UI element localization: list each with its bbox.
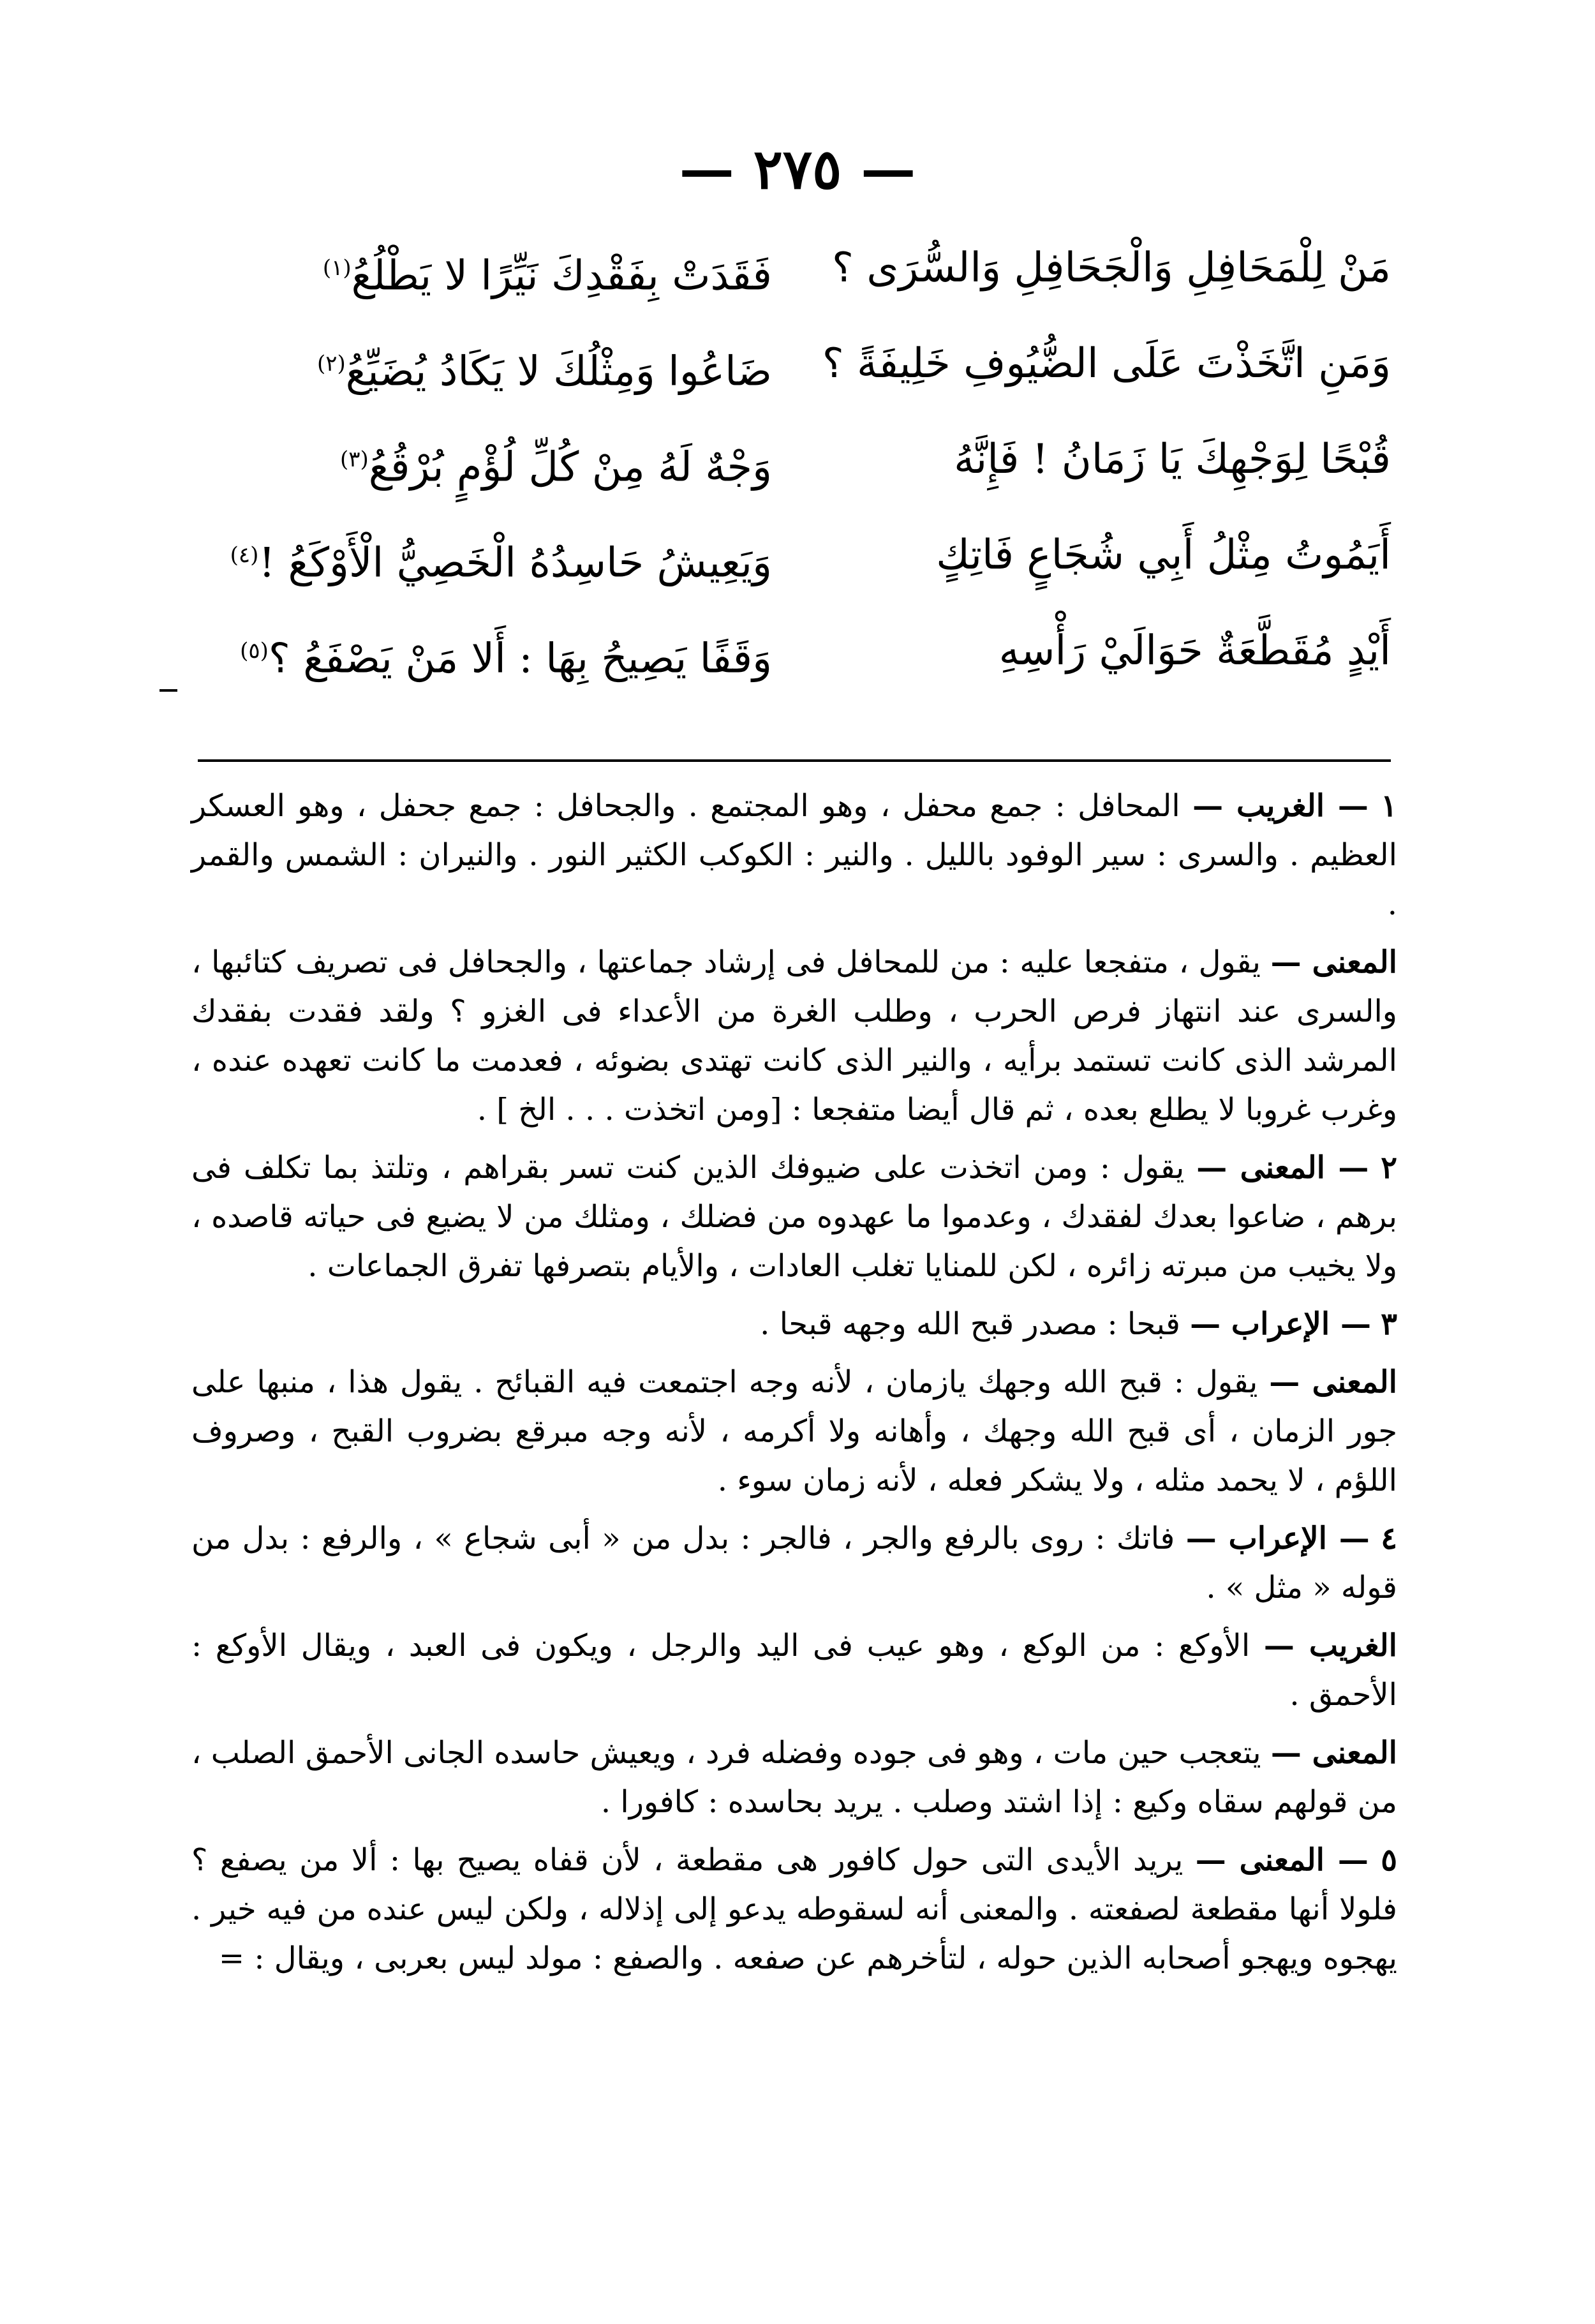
footnote-marker: (٥) <box>240 638 269 664</box>
verse-second-hemistich <box>198 412 772 515</box>
verse-line <box>198 507 1391 603</box>
note-text: فاتك : روى بالرفع والجر ، فالجر : بدل من « أبى شجاع » ، والرفع : بدل من قوله « مثل » . <box>191 1521 1397 1605</box>
verse-second-hemistich <box>198 220 772 324</box>
page-number: — ٢٧٥ — <box>679 137 916 202</box>
verse-line <box>198 220 1391 316</box>
verse-first-hemistich: أَيَمُوتُ مِثْلُ أَبِي شُجَاعٍ فَاتِكٍ <box>936 532 1391 579</box>
note-paragraph <box>191 1621 1397 1720</box>
note-paragraph <box>191 1143 1397 1291</box>
verse-line <box>198 316 1391 412</box>
verse-first-hemistich: أَيْدٍ مُقَطَّعَةٌ حَوَالَيْ رَأْسِهِ <box>998 627 1391 674</box>
verse-line <box>198 603 1391 699</box>
footnote-marker: (١) <box>322 255 352 281</box>
poem <box>198 220 1391 699</box>
note-heading: المعنى — <box>1270 1735 1397 1771</box>
verse-second-hemistich-text: وَجْهٌ لَهُ مِنْ كُلِّ لُؤْمٍ بُرْقُعُ <box>368 443 772 491</box>
note-text: المحافل : جمع محفل ، وهو المجتمع . والجحافل : جمع جحفل ، وهو العسكر العظيم . والسرى : سير الوفود بالليل . والنير : الكوكب الكثير النور . والنيران : الشمس والقمر . <box>191 788 1397 922</box>
verse-second-hemistich-text: فَقَدَتْ بِفَقْدِكَ نَيِّرًا لا يَطْلُعُ <box>351 252 772 300</box>
note-paragraph <box>191 1358 1397 1505</box>
verse-second-hemistich <box>198 507 772 611</box>
note-number: ٤ <box>1381 1521 1397 1556</box>
verse-second-hemistich <box>198 603 772 706</box>
verse-second-hemistich <box>198 316 772 419</box>
note-number: ٢ <box>1381 1150 1398 1186</box>
note-heading: — الإعراب — <box>1190 1306 1371 1342</box>
note-heading: المعنى — <box>1270 944 1398 980</box>
footnote-marker: (٢) <box>316 351 346 376</box>
note-paragraph <box>191 1836 1397 1983</box>
note-paragraph <box>191 1514 1397 1613</box>
note-text: يتعجب حين مات ، وهو فى جوده وفضله فرد ، ويعيش حاسده الجانى الأحمق الصلب ، من قولهم سقاه وكيع : إذا اشتد وصلب . يريد بحاسده : كافورا . <box>191 1735 1397 1820</box>
note-paragraph <box>191 1300 1397 1349</box>
note-text: يريد الأيدى التى حول كافور هى مقطعة ، لأن قفاه يصيح بها : ألا من يصفع ؟ فلولا أنها مقطعة لصفعته . والمعنى أنه لسقوطه يدعو إلى إذلاله ، ولكن ليس عنده من فيه خير . يهجوه ويهجو أصحابه الذين حوله ، لتأخرهم عن صفعه . والصفع : مولد ليس بعربى ، ويقال : = <box>191 1842 1397 1976</box>
note-text: الأوكع : من الوكع ، وهو عيب فى اليد والرجل ، ويكون فى العبد ، ويقال الأوكع : الأحمق . <box>191 1628 1397 1713</box>
note-heading: المعنى — <box>1269 1364 1397 1400</box>
footnote-marker: (٣) <box>339 447 369 472</box>
note-paragraph <box>191 1729 1397 1827</box>
margin-dash <box>160 689 177 692</box>
note-text: يقول : ومن اتخذت على ضيوفك الذين كنت تسر بقراهم ، وتلتذ بما تكلف فى برهم ، ضاعوا بعدك لفقدك ، وعدموا ما عهدوه من فضلك ، ومثلك من لا يضيع فى حياته قاصده ، ولا يخيب من مبرته زائره ، لكن للمنايا تغلب العادات ، والأيام بتصرفها تفرق الجماعات . <box>191 1150 1397 1284</box>
verse-first-hemistich: وَمَنِ اتَّخَذْتَ عَلَى الضُّيُوفِ خَلِيفَةً ؟ <box>822 340 1391 387</box>
note-heading: — الإعراب — <box>1185 1521 1370 1556</box>
verse-second-hemistich-text: وَقَفًا يَصِيحُ بِهَا : أَلا مَنْ يَصْفَعُ ؟ <box>268 635 772 683</box>
commentary <box>191 782 1397 1992</box>
verse-line <box>198 412 1391 507</box>
note-heading: — الغريب — <box>1192 788 1369 824</box>
note-text: يقول ، متفجعا عليه : من للمحافل فى إرشاد جماعتها ، والجحافل فى تصريف كتائبها ، والسرى عند انتهاز فرص الحرب ، وطلب الغرة من الأعداء فى الغزو ؟ ولقد فقدت بفقدك المرشد الذى كانت تستمد برأيه ، والنير الذى كانت تهتدى بضوئه ، فعدمت ما كانت تعهده عنده ، وغرب غروبا لا يطلع بعده ، ثم قال أيضا متفجعا : [ومن اتخذت . . . الخ ] . <box>191 944 1398 1128</box>
note-paragraph <box>191 782 1397 929</box>
verse-first-hemistich: قُبْحًا لِوَجْهِكَ يَا زَمَانُ ! فَإِنَّهُ <box>954 436 1391 483</box>
note-text: قبحا : مصدر قبح الله وجهه قبحا . <box>760 1306 1180 1342</box>
verse-second-hemistich-text: وَيَعِيشُ حَاسِدُهُ الْخَصِيُّ الْأَوْكَعُ ! <box>258 539 772 587</box>
footnote-marker: (٤) <box>230 542 259 568</box>
verse-second-hemistich-text: ضَاعُوا وَمِثْلُكَ لا يَكَادُ يُضَيِّعُ <box>345 348 772 396</box>
separator-rule <box>198 759 1391 762</box>
note-number: ١ <box>1381 788 1397 824</box>
note-heading: — المعنى — <box>1196 1150 1369 1186</box>
note-paragraph <box>191 938 1397 1135</box>
note-text: يقول : قبح الله وجهك يازمان ، لأنه وجه اجتمعت فيه القبائح . يقول هذا ، منبها على جور الزمان ، أى قبح الله وجهك ، وأهانه ولا أكرمه ، لأنه وجه مبرقع بضروب القبح ، وصروف اللؤم ، لا يحمد مثله ، ولا يشكر فعله ، لأنه زمان سوء . <box>191 1364 1397 1498</box>
note-heading: — المعنى — <box>1195 1842 1369 1878</box>
note-number: ٥ <box>1381 1842 1398 1878</box>
verse-first-hemistich: مَنْ لِلْمَحَافِلِ وَالْجَحَافِلِ وَالسُّرَى ؟ <box>832 244 1391 292</box>
note-number: ٣ <box>1381 1306 1397 1342</box>
note-heading: الغريب — <box>1263 1628 1398 1664</box>
